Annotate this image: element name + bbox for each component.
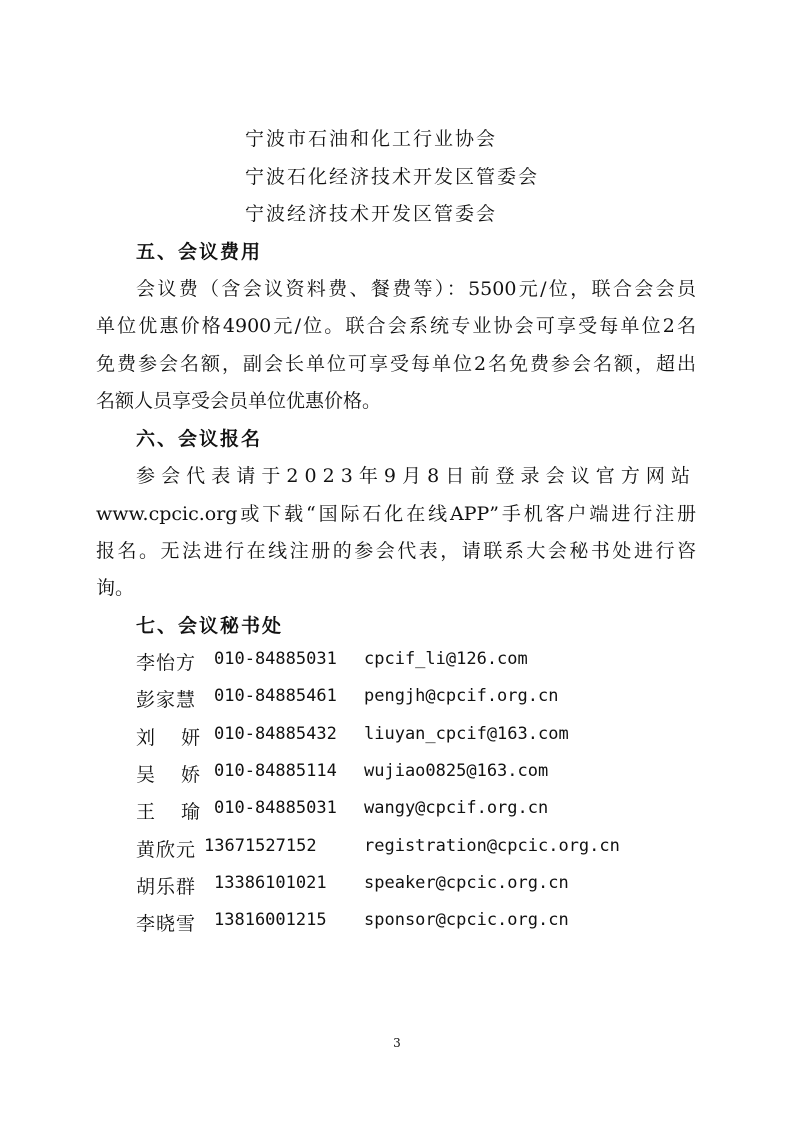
fees-paragraph-line: 会议费（含会议资料费、餐费等）：5500元/位，联合会会员 <box>136 278 696 300</box>
contact-email: wujiao0825@163.com <box>364 761 549 781</box>
organizer-line: 宁波经济技术开发区管委会 <box>245 203 498 225</box>
contact-name: 彭家慧 <box>136 689 197 711</box>
page-number: 3 <box>393 1036 401 1050</box>
fees-paragraph-line: 免费参会名额，副会长单位可享受每单位2名免费参会名额，超出 <box>96 353 696 375</box>
registration-paragraph-line: 参会代表请于2023年9月8日前登录会议官方网站 <box>136 465 696 487</box>
contact-name: 李晓雪 <box>136 913 197 935</box>
contact-phone: 010-84885114 <box>214 761 337 781</box>
contact-name: 黄欣元 <box>136 839 197 861</box>
contact-phone: 010-84885031 <box>214 649 337 669</box>
section-heading-secretariat: 七、会议秘书处 <box>136 615 284 637</box>
contact-phone: 010-84885432 <box>214 724 337 744</box>
organizer-line: 宁波石化经济技术开发区管委会 <box>245 166 540 188</box>
contact-email: speaker@cpcic.org.cn <box>364 873 569 893</box>
fees-paragraph-line: 单位优惠价格4900元/位。联合会系统专业协会可享受每单位2名 <box>96 315 696 337</box>
fees-paragraph-line: 名额人员享受会员单位优惠价格。 <box>96 390 382 412</box>
contact-email: cpcif_li@126.com <box>364 649 528 669</box>
section-heading-registration: 六、会议报名 <box>136 428 263 450</box>
registration-paragraph-line: 询。 <box>96 577 135 599</box>
contact-name: 吴娇 <box>136 764 227 786</box>
contact-phone: 13386101021 <box>214 873 327 893</box>
registration-paragraph-line: 报名。无法进行在线注册的参会代表，请联系大会秘书处进行咨 <box>96 540 696 562</box>
contact-email: pengjh@cpcif.org.cn <box>364 686 559 706</box>
contact-phone: 13671527152 <box>204 836 317 856</box>
contact-email: registration@cpcic.org.cn <box>364 836 620 856</box>
contact-name: 刘妍 <box>136 727 227 749</box>
contact-phone: 010-84885031 <box>214 798 337 818</box>
contact-email: liuyan_cpcif@163.com <box>364 724 569 744</box>
contact-phone: 13816001215 <box>214 910 327 930</box>
contact-email: sponsor@cpcic.org.cn <box>364 910 569 930</box>
contact-email: wangy@cpcif.org.cn <box>364 798 549 818</box>
contact-name: 胡乐群 <box>136 876 197 898</box>
contact-phone: 010-84885461 <box>214 686 337 706</box>
contact-name: 王瑜 <box>136 801 227 823</box>
organizer-line: 宁波市石油和化工行业协会 <box>245 128 498 150</box>
registration-paragraph-line: www.cpcic.org或下载“国际石化在线APP”手机客户端进行注册 <box>96 503 696 525</box>
section-heading-fees: 五、会议费用 <box>136 241 263 263</box>
contact-name: 李怡方 <box>136 652 197 674</box>
